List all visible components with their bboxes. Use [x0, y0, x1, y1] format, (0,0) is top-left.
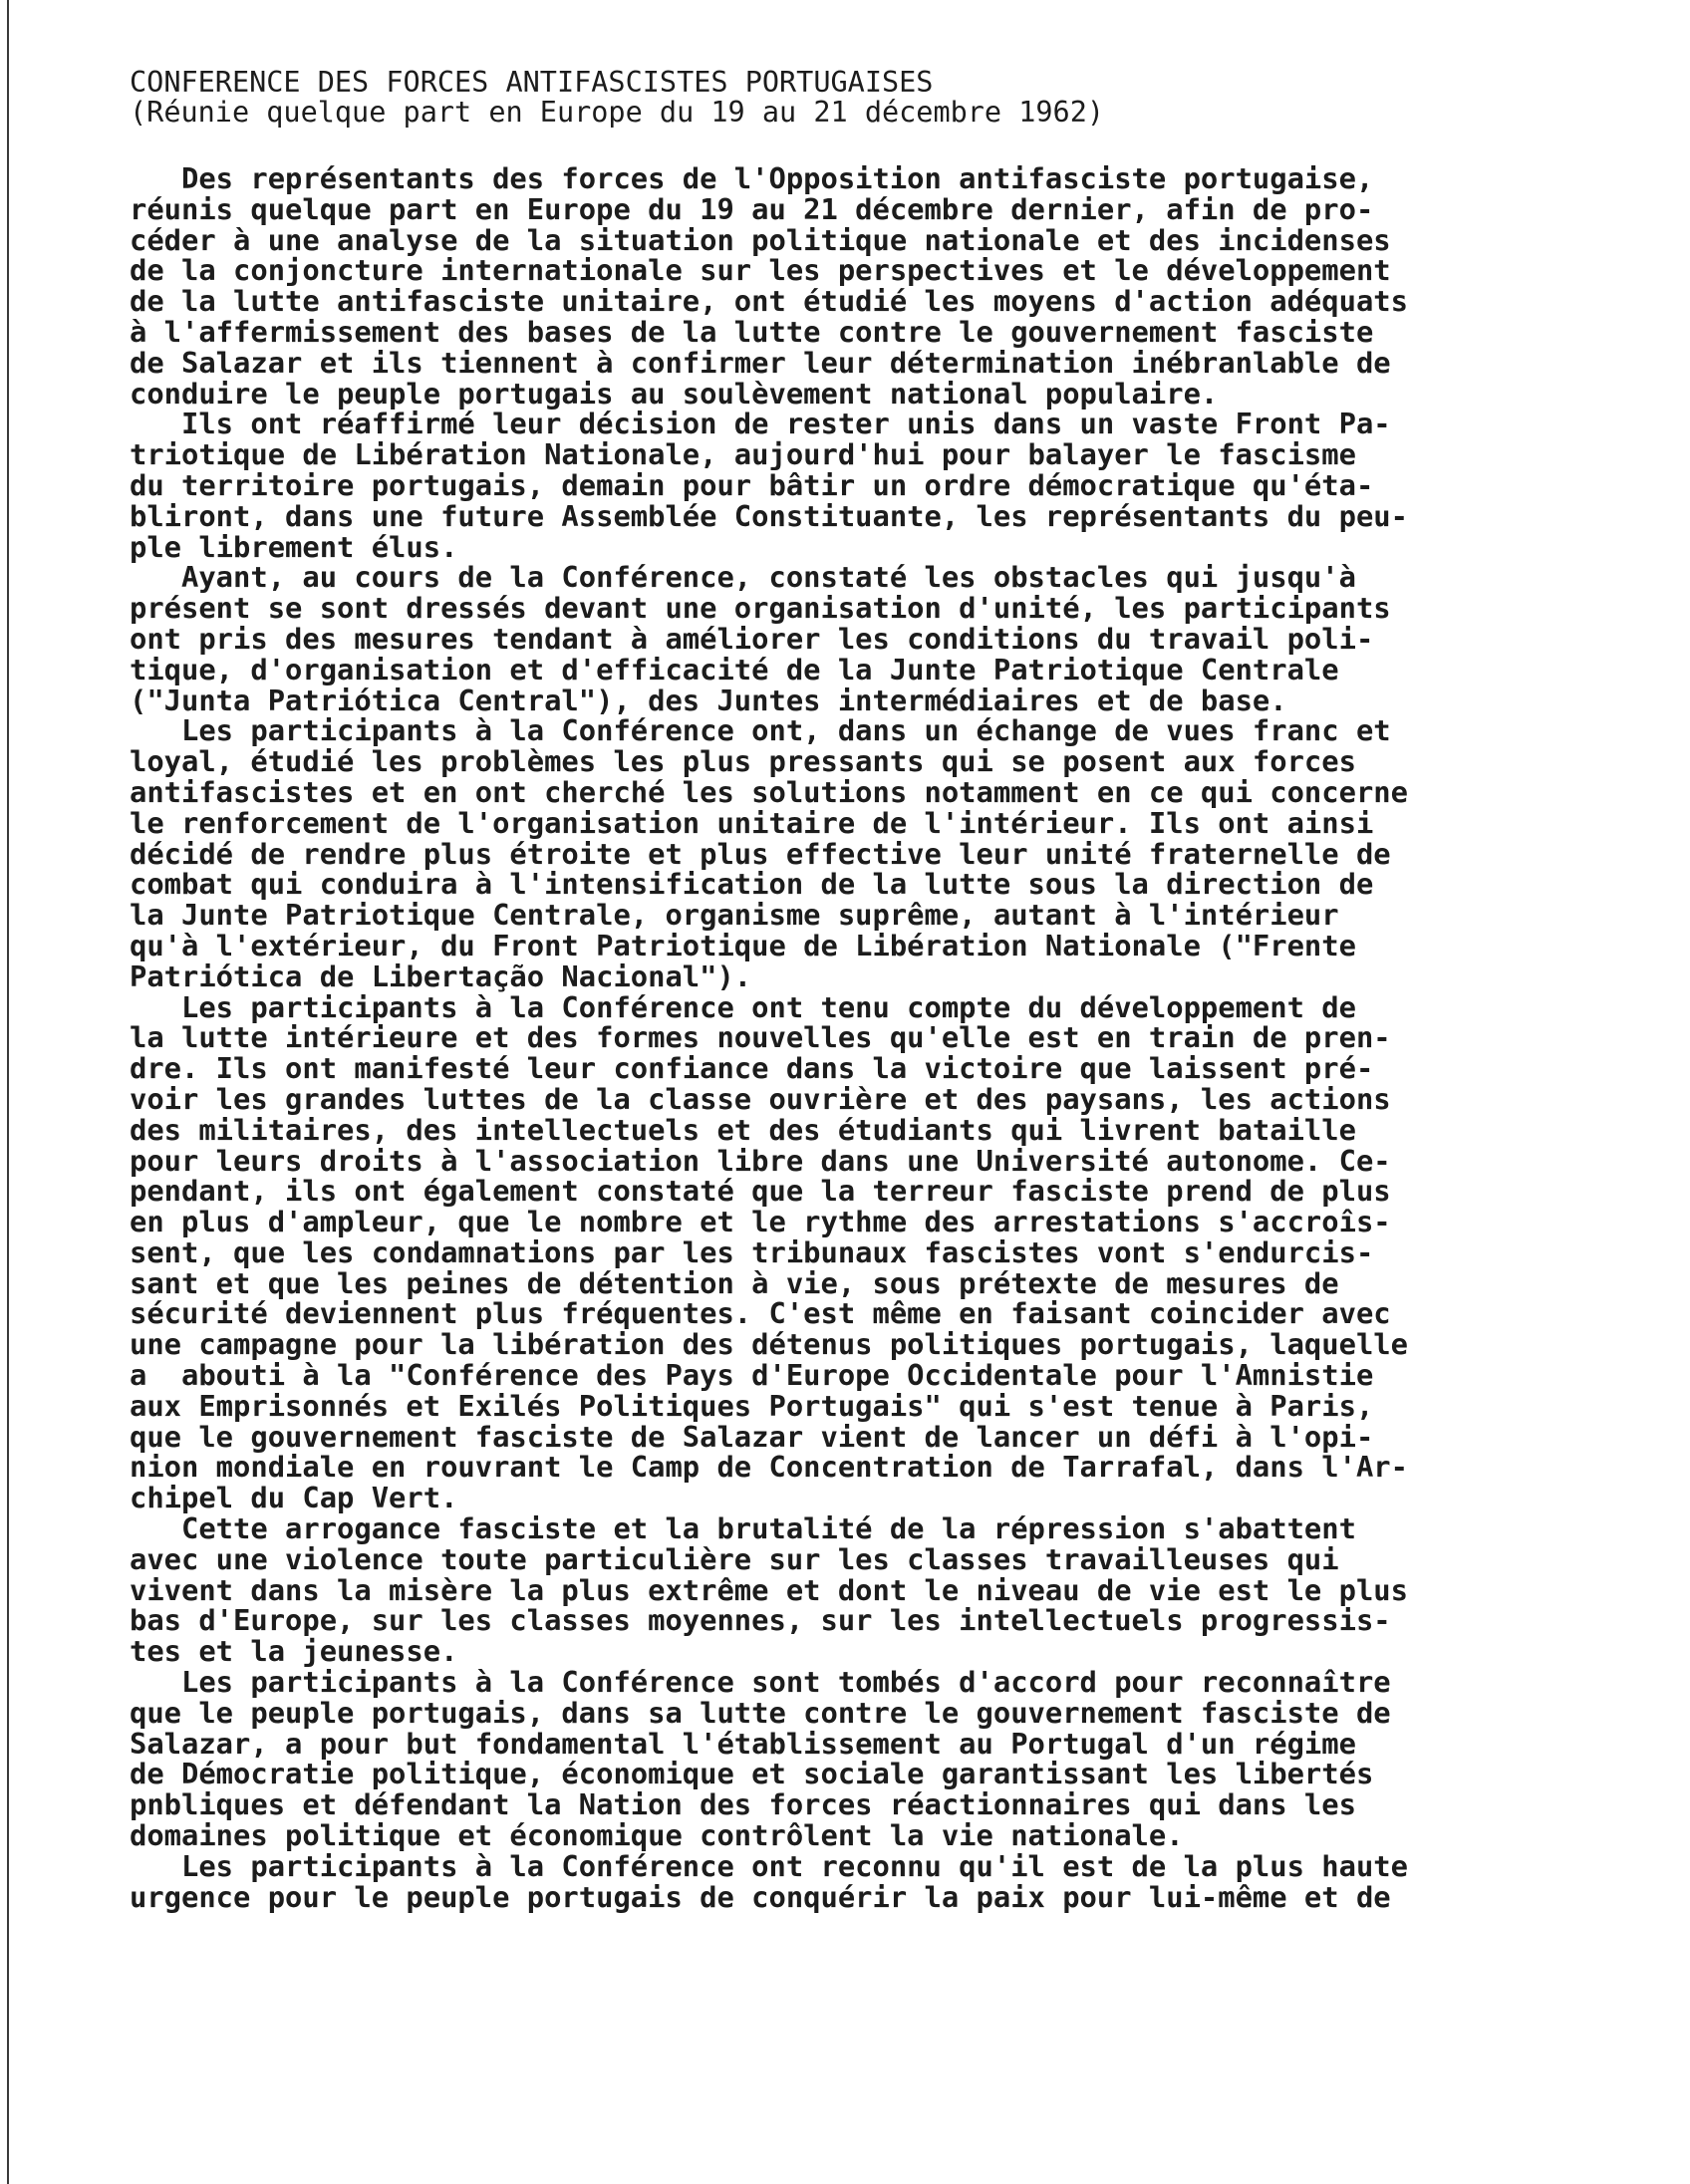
text-line: que le gouvernement fasciste de Salazar vient de lancer un défi à l'opi- — [130, 1419, 1374, 1454]
text-line: de la conjoncture internationale sur les perspectives et le développement — [130, 253, 1391, 288]
text-line: décidé de rendre plus étroite et plus effective leur unité fraternelle de — [130, 836, 1391, 871]
document-page — [130, 68, 1644, 1912]
text-line: avec une violence toute particulière sur les classes travailleuses qui — [130, 1541, 1339, 1576]
text-line: à l'affermissement des bases de la lutte contre le gouvernement fasciste — [130, 314, 1374, 349]
text-line: en plus d'ampleur, que le nombre et le rythme des arrestations s'accroîs- — [130, 1205, 1391, 1239]
text-line: pour leurs droits à l'association libre dans une Université autonome. Ce- — [130, 1143, 1391, 1178]
text-line: sent, que les condamnations par les tribunaux fascistes vont s'endurcis- — [130, 1234, 1374, 1269]
text-line: domaines politique et économique contrôlent la vie nationale. — [130, 1818, 1184, 1853]
text-line: dre. Ils ont manifesté leur confiance dans la victoire que laissent pré- — [130, 1051, 1374, 1086]
text-line: Cette arrogance fasciste et la brutalité de la répression s'abattent — [130, 1511, 1356, 1546]
text-line: tes et la jeunesse. — [130, 1634, 458, 1669]
text-line: présent se sont dressés devant une organisation d'unité, les participants — [130, 591, 1391, 626]
text-line: aux Emprisonnés et Exilés Politiques Portugais" qui s'est tenue à Paris, — [130, 1388, 1374, 1423]
text-line: Salazar, a pour but fondamental l'établissement au Portugal d'un régime — [130, 1726, 1356, 1761]
text-line: bas d'Europe, sur les classes moyennes, sur les intellectuels progressis- — [130, 1603, 1391, 1638]
text-line: Des représentants des forces de l'Opposition antifasciste portugaise, — [130, 161, 1374, 195]
text-line: loyal, étudié les problèmes les plus pressants qui se posent aux forces — [130, 744, 1356, 779]
document-subtitle: (Réunie quelque part en Europe du 19 au 21 décembre 1962) — [130, 96, 1105, 129]
text-line: sécurité deviennent plus fréquentes. C'est même en faisant coincider avec — [130, 1296, 1391, 1331]
text-line: pnbliques et défendant la Nation des forces réactionnaires qui dans les — [130, 1787, 1356, 1822]
text-line: pendant, ils ont également constaté que la terreur fasciste prend de plus — [130, 1174, 1391, 1209]
text-line: réunis quelque part en Europe du 19 au 21 décembre dernier, afin de pro- — [130, 191, 1374, 226]
text-line: le renforcement de l'organisation unitaire de l'intérieur. Ils ont ainsi — [130, 805, 1374, 840]
text-line: tique, d'organisation et d'efficacité de la Junte Patriotique Centrale — [130, 652, 1339, 686]
text-line: chipel du Cap Vert. — [130, 1481, 458, 1515]
text-line: antifascistes et en ont cherché les solutions notamment en ce qui concerne — [130, 774, 1408, 809]
text-line: urgence pour le peuple portugais de conquérir la paix pour lui-même et de — [130, 1879, 1391, 1914]
text-line: la lutte intérieure et des formes nouvelles qu'elle est en train de pren- — [130, 1020, 1391, 1055]
document-body — [130, 163, 1644, 1912]
text-line: ont pris des mesures tendant à améliorer les conditions du travail poli- — [130, 621, 1374, 656]
text-line: ple librement élus. — [130, 529, 458, 564]
text-line: de Salazar et ils tiennent à confirmer leur détermination inébranlable de — [130, 345, 1391, 380]
text-line: Les participants à la Conférence ont reconnu qu'il est de la plus haute — [130, 1848, 1408, 1883]
text-line: Les participants à la Conférence ont, dans un échange de vues franc et — [130, 713, 1391, 748]
text-line: de Démocratie politique, économique et sociale garantissant les libertés — [130, 1757, 1374, 1791]
text-line: Les participants à la Conférence sont tombés d'accord pour reconnaître — [130, 1665, 1391, 1700]
text-line: céder à une analyse de la situation politique nationale et des incidenses — [130, 222, 1391, 257]
document-heading — [130, 68, 1644, 128]
text-line: Patriótica de Libertação Nacional"). — [130, 958, 752, 993]
text-line: sant et que les peines de détention à vie, sous prétexte de mesures de — [130, 1265, 1339, 1300]
text-line: voir les grandes luttes de la classe ouvrière et des paysans, les actions — [130, 1081, 1391, 1116]
text-line: triotique de Libération Nationale, aujourd'hui pour balayer le fascisme — [130, 437, 1356, 472]
text-line: vivent dans la misère la plus extrême et dont le niveau de vie est le plus — [130, 1572, 1408, 1607]
text-line: Ayant, au cours de la Conférence, constaté les obstacles qui jusqu'à — [130, 560, 1356, 595]
text-line: Les participants à la Conférence ont tenu compte du développement de — [130, 989, 1356, 1024]
text-line: Ils ont réaffirmé leur décision de rester unis dans un vaste Front Pa- — [130, 407, 1391, 441]
text-line: nion mondiale en rouvrant le Camp de Concentration de Tarrafal, dans l'Ar- — [130, 1450, 1408, 1485]
page-edge-line — [7, 0, 9, 2184]
text-line: a abouti à la "Conférence des Pays d'Europe Occidentale pour l'Amnistie — [130, 1358, 1374, 1393]
text-line: une campagne pour la libération des détenus politiques portugais, laquelle — [130, 1327, 1408, 1362]
text-line: bliront, dans une future Assemblée Constituante, les représentants du peu- — [130, 498, 1408, 533]
text-line: de la lutte antifasciste unitaire, ont étudié les moyens d'action adéquats — [130, 284, 1408, 319]
text-line: des militaires, des intellectuels et des étudiants qui livrent bataille — [130, 1112, 1356, 1147]
text-line: que le peuple portugais, dans sa lutte contre le gouvernement fasciste de — [130, 1695, 1391, 1730]
text-line: conduire le peuple portugais au soulèvement national populaire. — [130, 376, 1219, 410]
document-title: CONFERENCE DES FORCES ANTIFASCISTES PORTUGAISES — [130, 66, 934, 99]
text-line: ("Junta Patriótica Central"), des Juntes intermédiaires et de base. — [130, 682, 1287, 717]
text-line: la Junte Patriotique Centrale, organisme suprême, autant à l'intérieur — [130, 898, 1339, 933]
text-line: du territoire portugais, demain pour bâtir un ordre démocratique qu'éta- — [130, 467, 1374, 502]
text-line: qu'à l'extérieur, du Front Patriotique de Libération Nationale ("Frente — [130, 928, 1356, 962]
text-line: combat qui conduira à l'intensification de la lutte sous la direction de — [130, 867, 1374, 902]
